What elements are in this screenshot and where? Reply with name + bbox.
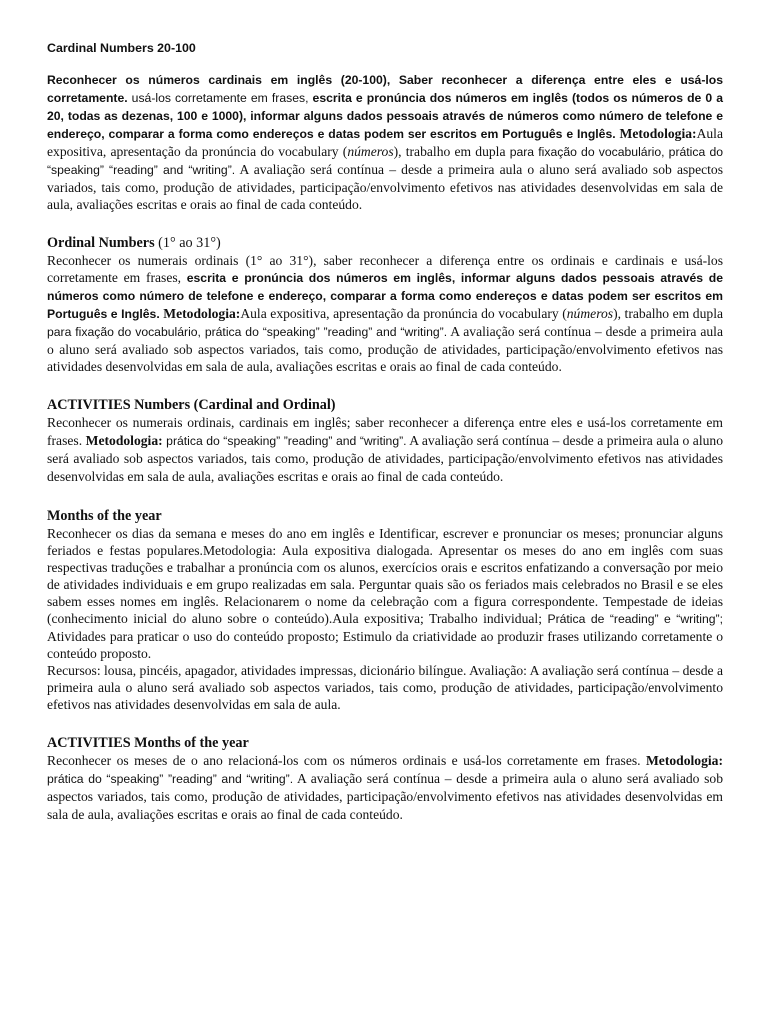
- ordinal-text-1: Reconhecer os numerais ordinais (1° ao 31°), saber reconhecer a diferença entre os ordinais e cardinais e usá-los corretamente em frases,: [47, 253, 723, 285]
- activities-numbers-text-2: A avaliação será contínua – desde a primeira aula o aluno será avaliado sob aspectos variados, tais como, produção de atividades, participação/envolvimento efetivos nas atividades desenvolvidas em sala de aula, avaliações escritas e orais ao final de cada conteúdo.: [47, 433, 724, 484]
- metodologia-text-3: A avaliação será contínua – desde a primeira aula o aluno será avaliado sob aspectos variados, tais como, produção de atividades, participação/envolvimento efetivos nas atividades desenvolvidas em sala de aula, avaliações escritas e orais ao final de cada conteúdo.: [47, 162, 723, 212]
- activities-months-text-1: Reconhecer os meses de o ano relacioná-los com os números ordinais e usá-los corretamente em frases.: [47, 753, 646, 768]
- months-paragraph-1: [47, 525, 723, 662]
- months-text-2: Atividades para praticar o uso do conteúdo proposto; Estimulo da criatividade ao produzir frases utilizando corretamente o conteúdo proposto.: [47, 629, 723, 661]
- ordinal-met-sans: para fixação do vocabulário, prática do “speaking” ”reading” and “writing”.: [47, 325, 448, 339]
- ordinal-title-range: (1° ao 31°): [154, 235, 221, 251]
- ordinal-bold: escrita e pronúncia dos números em inglês, informar alguns dados pessoais através de números como número de telefone e endereço, comparar a forma como endereços e datas podem ser escritos em Português e Inglês.: [47, 271, 723, 321]
- activities-numbers-paragraph: [47, 414, 723, 486]
- ordinal-met-text-3: A avaliação será contínua – desde a primeira aula o aluno será avaliado sob aspectos variados, tais como, produção de atividades, participação/envolvimento efetivos nas atividades desenvolvidas em sala de aula, avaliações escritas e orais ao final de cada conteúdo.: [47, 324, 723, 374]
- activities-months-title: ACTIVITIES Months of the year: [47, 735, 249, 751]
- ordinal-met-italic: números: [566, 306, 614, 321]
- ordinal-met-text: Aula expositiva, apresentação da pronúncia do vocabulary (: [240, 306, 567, 321]
- months-sans: Prática de “reading” e “writing”;: [547, 612, 723, 626]
- ordinal-numbers-paragraph: [47, 252, 723, 375]
- ordinal-met-text-2: ), trabalho em dupla: [613, 306, 724, 321]
- ordinal-metodologia-label: Metodologia:: [159, 306, 241, 321]
- cardinal-numbers-paragraph: [47, 71, 723, 213]
- activities-numbers-met-label: Metodologia:: [85, 433, 163, 448]
- activities-numbers-text-1: Reconhecer os numerais ordinais, cardinais em inglês; saber reconhecer a diferença entre eles e usá-los corretamente em frases.: [47, 415, 723, 448]
- intro-plain: usá-los corretamente em frases,: [127, 91, 313, 105]
- activities-numbers-met-sans: prática do “speaking” ”reading” and “writing”.: [162, 434, 407, 448]
- activities-months-met-label: Metodologia:: [645, 753, 723, 768]
- months-title: Months of the year: [47, 508, 162, 524]
- activities-months-met-sans: prática do “speaking” ”reading” and “writing”.: [47, 772, 294, 786]
- metodologia-sans: para fixação do vocabulário, prática do “speaking” “reading” and “writing”.: [47, 145, 723, 177]
- activities-months-paragraph: [47, 752, 723, 824]
- intro-bold: Reconhecer os números cardinais em inglês (20-100), Saber reconhecer a diferença entre eles e usá-los corretamente.: [47, 73, 723, 105]
- document-page: [47, 40, 723, 824]
- activities-numbers-title: ACTIVITIES Numbers (Cardinal and Ordinal): [47, 397, 336, 413]
- metodologia-label: Metodologia:: [615, 126, 697, 141]
- ordinal-numbers-title: [47, 235, 723, 252]
- cardinal-numbers-title: Cardinal Numbers 20-100: [47, 41, 196, 55]
- metodologia-text: Aula expositiva, apresentação da pronúncia do vocabulary (: [47, 126, 723, 159]
- months-paragraph-2: Recursos: lousa, pincéis, apagador, atividades impressas, dicionário bilíngue. Avaliação: A avaliação será contínua – desde a primeira aula o aluno será avaliado sob aspectos variados, tais como, produção de atividades, participação/envolvimento efetivos nas atividades desenvolvidas em sala de aula.: [47, 663, 723, 712]
- months-text-1: Reconhecer os dias da semana e meses do ano em inglês e Identificar, escrever e pronunciar os meses; pronunciar alguns feriados e festas populares.Metodologia: Aula expositiva dialogada. Apresentar os meses do ano em inglês com suas respectivas traduções e trabalhar a pronúncia com os alunos, exercícios orais e escritos enfatizando a conversação por meio de atividades individuais e em grupo realizadas em sala. Perguntar quais são os feriados mais celebrados no Brasil e se eles sabem esses nomes em inglês. Relacionarem o nome da celebração com a figura correspondente. Tempestade de ideias (conhecimento inicial do aluno sobre o conteúdo).Aula expositiva; Trabalho individual;: [47, 526, 723, 626]
- metodologia-text-2: ), trabalho em dupla: [393, 144, 510, 159]
- ordinal-title-bold: Ordinal Numbers: [47, 235, 155, 251]
- activities-months-text-2: A avaliação será contínua – desde a primeira aula o aluno será avaliado sob aspectos variados, tais como, produção de atividades, participação/envolvimento efetivos nas atividades desenvolvidas em sala de aula, avaliações escritas e orais ao final de cada conteúdo.: [47, 771, 723, 822]
- metodologia-italic: números: [347, 144, 394, 159]
- intro-bold-2: escrita e pronúncia dos números em inglês (todos os números de 0 a 20, todas as dezenas, 100 e 1000), informar alguns dados pessoais através de números como número de telefone e endereço, comparar a forma como endereços e datas podem ser escritos em Português e Inglês.: [47, 91, 723, 141]
